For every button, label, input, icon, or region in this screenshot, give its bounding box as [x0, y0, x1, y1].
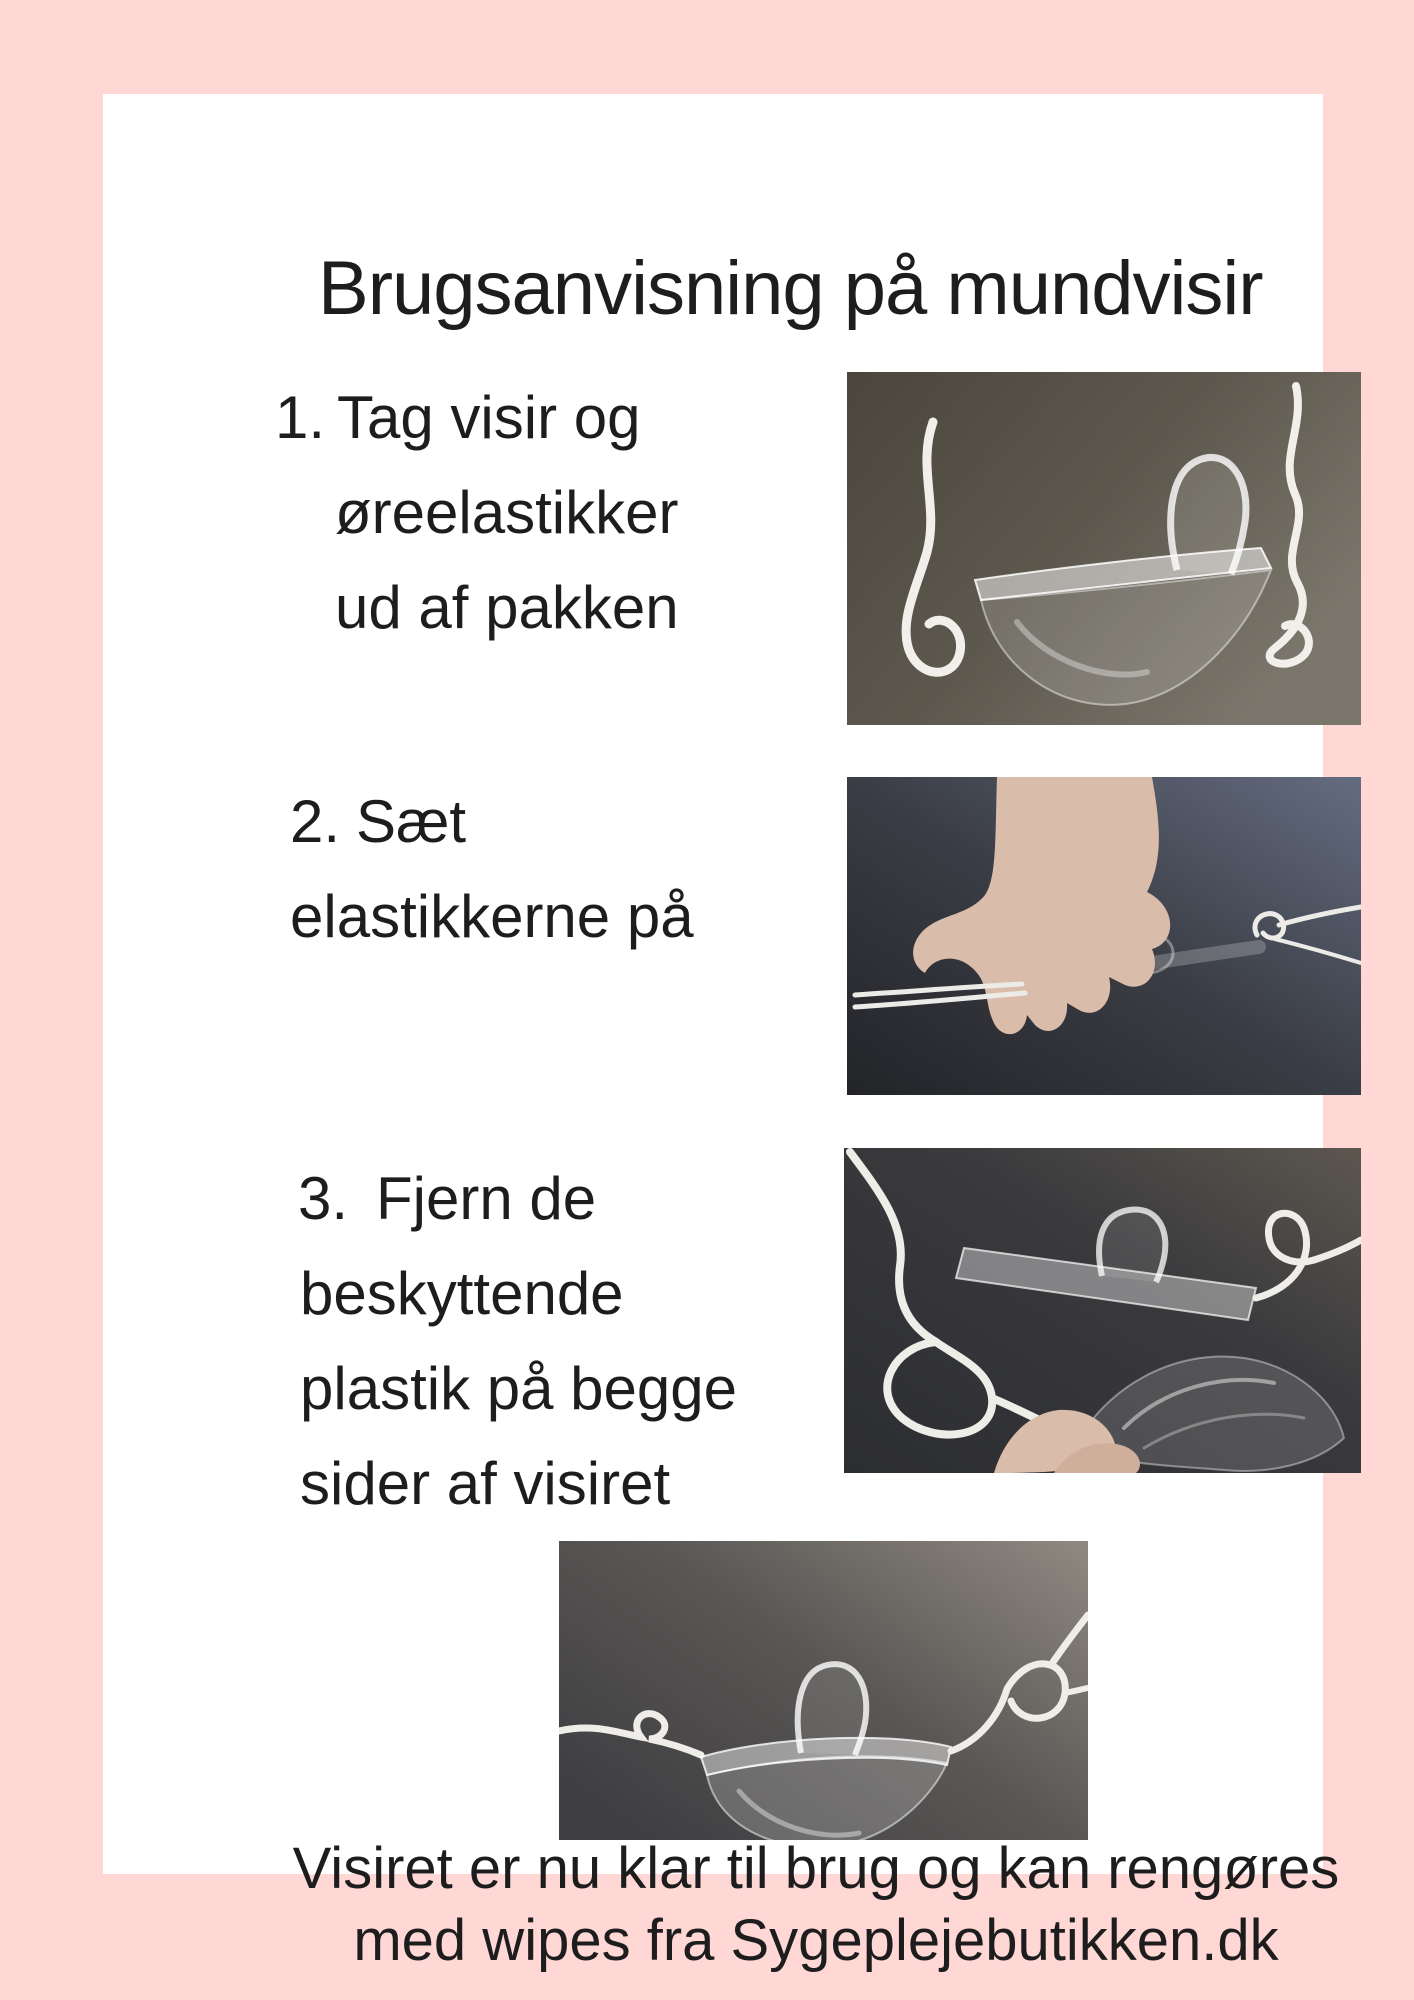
- step-2-text: [290, 774, 694, 964]
- step-3-line-1: [298, 1151, 737, 1246]
- step-3-line-1-text: Fjern de: [376, 1165, 597, 1232]
- finished-visor-illustration: [559, 1541, 1088, 1840]
- visor-handle-ring: [1171, 457, 1246, 574]
- step-3-number: 3.: [298, 1165, 349, 1232]
- visor-and-elastics-illustration: [847, 372, 1361, 725]
- footer-line-2: med wipes fra Sygeplejebutikken.dk: [353, 1908, 1279, 1973]
- step-1-number: 1.: [275, 384, 326, 451]
- step-1-line-1: [275, 370, 679, 465]
- step-3-line-2: beskyttende: [300, 1260, 624, 1327]
- step-1-photo: [847, 372, 1361, 725]
- page-title: Brugsanvisning på mundvisir: [318, 246, 1263, 331]
- step-2-line-1-text: Sæt: [356, 788, 467, 855]
- step-1-text: [275, 370, 679, 655]
- final-photo: [559, 1541, 1088, 1840]
- step-3-line-3: plastik på begge: [300, 1355, 737, 1422]
- footer-line-1: Visiret er nu klar til brug og kan rengøres: [292, 1836, 1340, 1901]
- footer-note: [206, 1833, 1414, 1977]
- step-2-photo: [847, 777, 1361, 1095]
- step-2-line-1: [290, 774, 694, 869]
- hand-attaching-elastic-illustration: [847, 777, 1361, 1095]
- step-2-line-2: elastikkerne på: [290, 883, 694, 950]
- step-3-text: [298, 1151, 737, 1531]
- visor-handle-ring: [798, 1664, 867, 1755]
- step-1-line-2: øreelastikker: [335, 479, 679, 546]
- step-1-line-3: ud af pakken: [335, 574, 679, 641]
- instruction-card: [103, 94, 1340, 1973]
- step-2-number: 2.: [290, 788, 341, 855]
- peeling-film-illustration: [844, 1148, 1361, 1473]
- step-3-line-4: sider af visiret: [300, 1450, 671, 1517]
- step-3-photo: [844, 1148, 1361, 1473]
- visor-handle-ring: [1099, 1210, 1165, 1282]
- step-1-line-1-text: Tag visir og: [337, 384, 641, 451]
